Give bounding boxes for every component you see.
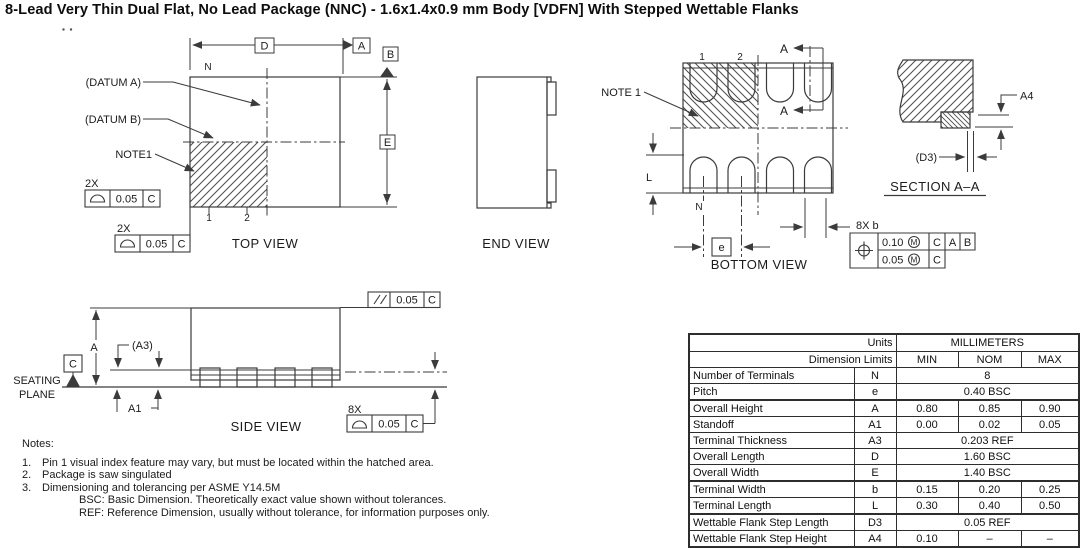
side-view-caption: SIDE VIEW xyxy=(230,419,302,434)
table-row: Pitch e 0.40 BSC xyxy=(689,384,1079,401)
fcf1-qty: 2X xyxy=(85,178,99,190)
dim-b-lines xyxy=(780,198,850,238)
fcf-pos-row2-mod: M xyxy=(910,255,918,265)
notes-heading: Notes: xyxy=(22,438,54,450)
datum-c-label: C xyxy=(69,358,77,371)
pin-1-label: 1 xyxy=(206,213,212,224)
pin-2-label: 2 xyxy=(737,52,743,63)
note-definition: BSC: Basic Dimension. Theoretically exact value shown without tolerances. xyxy=(79,494,447,507)
col-max: MAX xyxy=(1021,352,1079,368)
pin-1-label: 1 xyxy=(699,52,705,63)
dim-e-label: e xyxy=(718,242,725,254)
table-row: Wettable Flank Step Height A4 0.10 – – xyxy=(689,531,1079,548)
side-view-body xyxy=(191,308,340,380)
dim-b-qty-label: 8X b xyxy=(856,220,879,232)
fcf-prof-qty: 8X xyxy=(348,404,362,416)
speck-marks xyxy=(62,28,72,30)
table-row: Terminal Width b 0.15 0.20 0.25 xyxy=(689,481,1079,498)
section-label-top: A xyxy=(779,42,788,56)
dim-l-label: L xyxy=(645,172,653,184)
dim-a3-label: (A3) xyxy=(132,340,153,352)
fcf-prof-datum: C xyxy=(410,418,419,431)
end-view-body xyxy=(477,77,547,208)
seating-plane-label-1: SEATING xyxy=(13,375,61,387)
pin1-hatch-area xyxy=(683,63,758,128)
dim-a-label: A xyxy=(90,342,98,354)
datum-a-triangle xyxy=(343,40,353,50)
fcf-par-datum: C xyxy=(428,294,436,307)
pin-2-label: 2 xyxy=(244,213,250,224)
section-caption: SECTION A–A xyxy=(890,179,980,194)
pin-n-label: N xyxy=(204,62,212,73)
table-header-limits xyxy=(689,352,1079,368)
fcf2-qty: 2X xyxy=(117,223,131,235)
end-view-lead-top xyxy=(547,82,556,115)
end-view-caption: END VIEW xyxy=(482,236,550,251)
section-view xyxy=(884,60,1033,196)
top-view xyxy=(85,38,398,252)
datum-b-triangle xyxy=(380,67,394,77)
note-item: 2. Package is saw singulated xyxy=(22,469,172,482)
units-label: Units xyxy=(689,334,896,352)
fcf-prof-tol: 0.05 xyxy=(378,418,400,431)
table-row: Standoff A1 0.00 0.02 0.05 xyxy=(689,417,1079,433)
dim-d3-label: (D3) xyxy=(915,152,937,164)
datum-b-label: B xyxy=(386,49,395,61)
pin1-hatch-area xyxy=(190,142,267,207)
seating-plane-label-2: PLANE xyxy=(18,389,56,401)
dim-e-label: E xyxy=(383,137,392,149)
table-row: Terminal Length L 0.30 0.40 0.50 xyxy=(689,498,1079,515)
datum-a-label: A xyxy=(357,40,366,53)
datum-b-callout: (DATUM B) xyxy=(84,114,141,126)
table-header-units xyxy=(689,334,1079,352)
section-cut-indicator xyxy=(794,48,823,110)
fcf-pos-row2-d1: C xyxy=(933,254,941,267)
note-item: 1. Pin 1 visual index feature may vary, but must be located within the hatched area. xyxy=(22,456,434,469)
dim-d-lines xyxy=(190,38,398,74)
table-row: Overall Height A 0.80 0.85 0.90 xyxy=(689,400,1079,417)
terminal-cross-section xyxy=(941,112,970,128)
datum-a-callout: (DATUM A) xyxy=(85,77,141,89)
fcf-pos-row1-d2: A xyxy=(948,237,957,249)
dim-a1-label: A1 xyxy=(128,403,142,415)
table-row: Terminal Thickness A3 0.203 REF xyxy=(689,433,1079,449)
fcf2-tol: 0.05 xyxy=(145,238,168,251)
col-nom: NOM xyxy=(958,352,1021,368)
note1-callout: NOTE 1 xyxy=(601,87,641,99)
dim-a4-lines xyxy=(975,95,1017,150)
page-title: 8-Lead Very Thin Dual Flat, No Lead Package (NNC) - 1.6x1.4x0.9 mm Body [VDFN] With Stepped Wettable Flanks xyxy=(5,2,799,18)
top-view-caption: TOP VIEW xyxy=(231,236,299,251)
dimension-table xyxy=(688,333,1080,548)
dim-d3-lines xyxy=(939,131,997,172)
limits-label: Dimension Limits xyxy=(689,352,896,368)
units-value: MILLIMETERS xyxy=(896,334,1079,352)
section-label-bottom: A xyxy=(779,104,788,118)
note1-callout: NOTE1 xyxy=(115,149,152,161)
note-definition: REF: Reference Dimension, usually without tolerance, for information purposes only. xyxy=(79,506,490,519)
side-terminals xyxy=(200,368,332,387)
fcf-pos-row1-d3: B xyxy=(963,237,972,249)
fcf-par-tol: 0.05 xyxy=(396,294,418,307)
notes-block xyxy=(22,438,490,520)
end-view-lead-bottom xyxy=(547,170,556,202)
fcf-pos-row1-d1: C xyxy=(933,237,941,249)
note-item: 3. Dimensioning and tolerancing per ASME Y14.5M xyxy=(22,481,281,494)
table-row: Overall Length D 1.60 BSC xyxy=(689,449,1079,465)
fcf-pos-row1-tol: 0.10 xyxy=(882,237,904,249)
pin-n-label: N xyxy=(695,202,703,213)
fcf-pos-row2-tol: 0.05 xyxy=(882,254,904,267)
fcf1-datum: C xyxy=(147,193,156,206)
side-view xyxy=(13,292,447,434)
end-view xyxy=(477,77,556,251)
datum-c-triangle xyxy=(66,374,80,387)
dim-a4-label: A4 xyxy=(1020,90,1034,103)
fcf2-datum: C xyxy=(177,238,186,251)
table-row: Number of Terminals N 8 xyxy=(689,368,1079,384)
fcf-pos-row1-mod: M xyxy=(910,238,918,247)
table-row: Overall Width E 1.40 BSC xyxy=(689,465,1079,482)
fcf1-tol: 0.05 xyxy=(115,193,138,206)
table-row: Wettable Flank Step Length D3 0.05 REF xyxy=(689,514,1079,531)
col-min: MIN xyxy=(896,352,958,368)
dim-d-label: D xyxy=(260,40,269,53)
bottom-view-caption: BOTTOM VIEW xyxy=(710,257,808,272)
